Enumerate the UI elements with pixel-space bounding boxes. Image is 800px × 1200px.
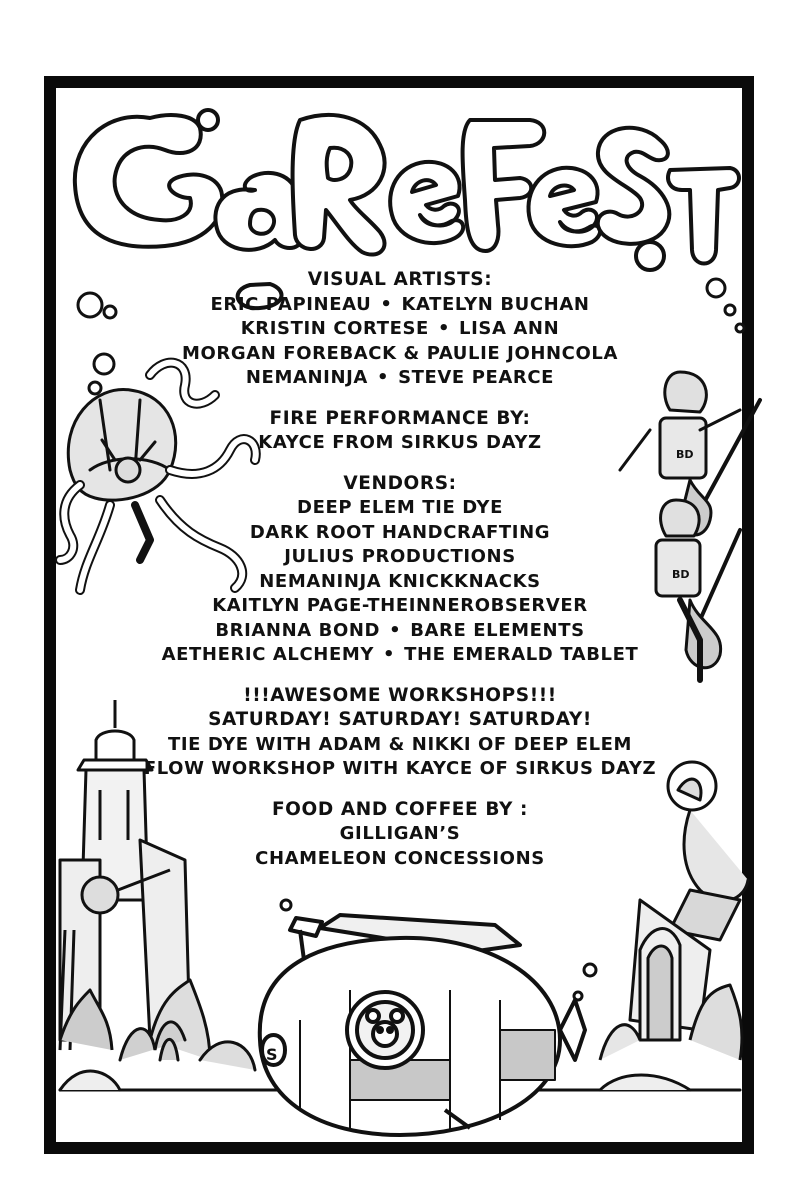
lineup-line	[140, 521, 660, 546]
section-visual-artists	[140, 268, 660, 391]
name: KATELYN BUCHAN	[401, 293, 590, 315]
lineup-line	[140, 431, 660, 456]
section-heading: VENDORS:	[343, 472, 457, 494]
name: DARK ROOT HANDCRAFTING	[249, 521, 551, 543]
section-heading: FIRE PERFORMANCE BY:	[269, 407, 531, 429]
name: DEEP ELEM TIE DYE	[297, 497, 503, 518]
bullet-separator: •	[380, 293, 393, 315]
lineup-line	[140, 594, 660, 619]
name: ERIC PAPINEAU	[210, 293, 372, 315]
section-workshops	[140, 684, 660, 782]
name: LISA ANN	[459, 318, 560, 339]
lineup-line	[140, 847, 660, 872]
robot-badge-bottom: BD	[672, 568, 690, 581]
bullet-separator: •	[383, 644, 396, 665]
bullet-separator: •	[437, 318, 451, 339]
section-heading: FOOD AND COFFEE BY :	[271, 798, 529, 820]
lineup-line	[140, 570, 660, 595]
lineup-line	[140, 545, 660, 570]
name: NEMANINJA KNICKKNACKS	[259, 570, 541, 592]
lineup-line	[140, 708, 660, 733]
name: TIE DYE WITH ADAM & NIKKI OF DEEP ELEM	[167, 733, 633, 755]
bullet-separator: •	[389, 619, 402, 641]
lineup-line	[140, 317, 660, 342]
name: SATURDAY! SATURDAY! SATURDAY!	[208, 709, 592, 730]
ruin-arch-illustration	[600, 929, 742, 1060]
name: NEMANINJA	[245, 367, 368, 388]
sub-badge: S	[266, 1045, 278, 1064]
lineup-line	[140, 643, 660, 668]
submarine-illustration	[260, 915, 585, 1135]
name: BARE ELEMENTS	[410, 619, 585, 641]
name: STEVE PEARCE	[398, 367, 555, 388]
section-food	[140, 798, 660, 872]
name: CHAMELEON CONCESSIONS	[255, 847, 545, 869]
section-heading: !!!AWESOME WORKSHOPS!!!	[243, 684, 557, 706]
name: BRIANNA BOND	[215, 619, 381, 641]
name: FLOW WORKSHOP WITH KAYCE OF SIRKUS DAYZ	[143, 758, 657, 779]
lineup-line	[140, 342, 660, 367]
lineup-line	[140, 822, 660, 847]
lineup-line	[140, 757, 660, 782]
name: THE EMERALD TABLET	[404, 644, 639, 665]
lineup	[140, 268, 660, 887]
section-fire-performance	[140, 407, 660, 456]
lineup-line	[140, 733, 660, 758]
bullet-separator: •	[376, 367, 390, 388]
name: KAITLYN PAGE-THEINNEROBSERVER	[212, 595, 588, 616]
name: JULIUS PRODUCTIONS	[284, 546, 516, 567]
name: KAYCE FROM SIRKUS DAYZ	[258, 432, 542, 453]
robot-badge-top: BD	[676, 448, 694, 461]
section-heading: VISUAL ARTISTS:	[307, 269, 493, 290]
lineup-line	[140, 619, 660, 644]
lineup-line	[140, 293, 660, 318]
name: MORGAN FOREBACK & PAULIE JOHNCOLA	[181, 342, 618, 364]
lineup-line	[140, 496, 660, 521]
name: AETHERIC ALCHEMY	[161, 644, 375, 665]
name: KRISTIN CORTESE	[240, 318, 429, 339]
lineup-line	[140, 366, 660, 391]
section-vendors	[140, 472, 660, 668]
name: GILLIGAN’S	[339, 823, 461, 844]
